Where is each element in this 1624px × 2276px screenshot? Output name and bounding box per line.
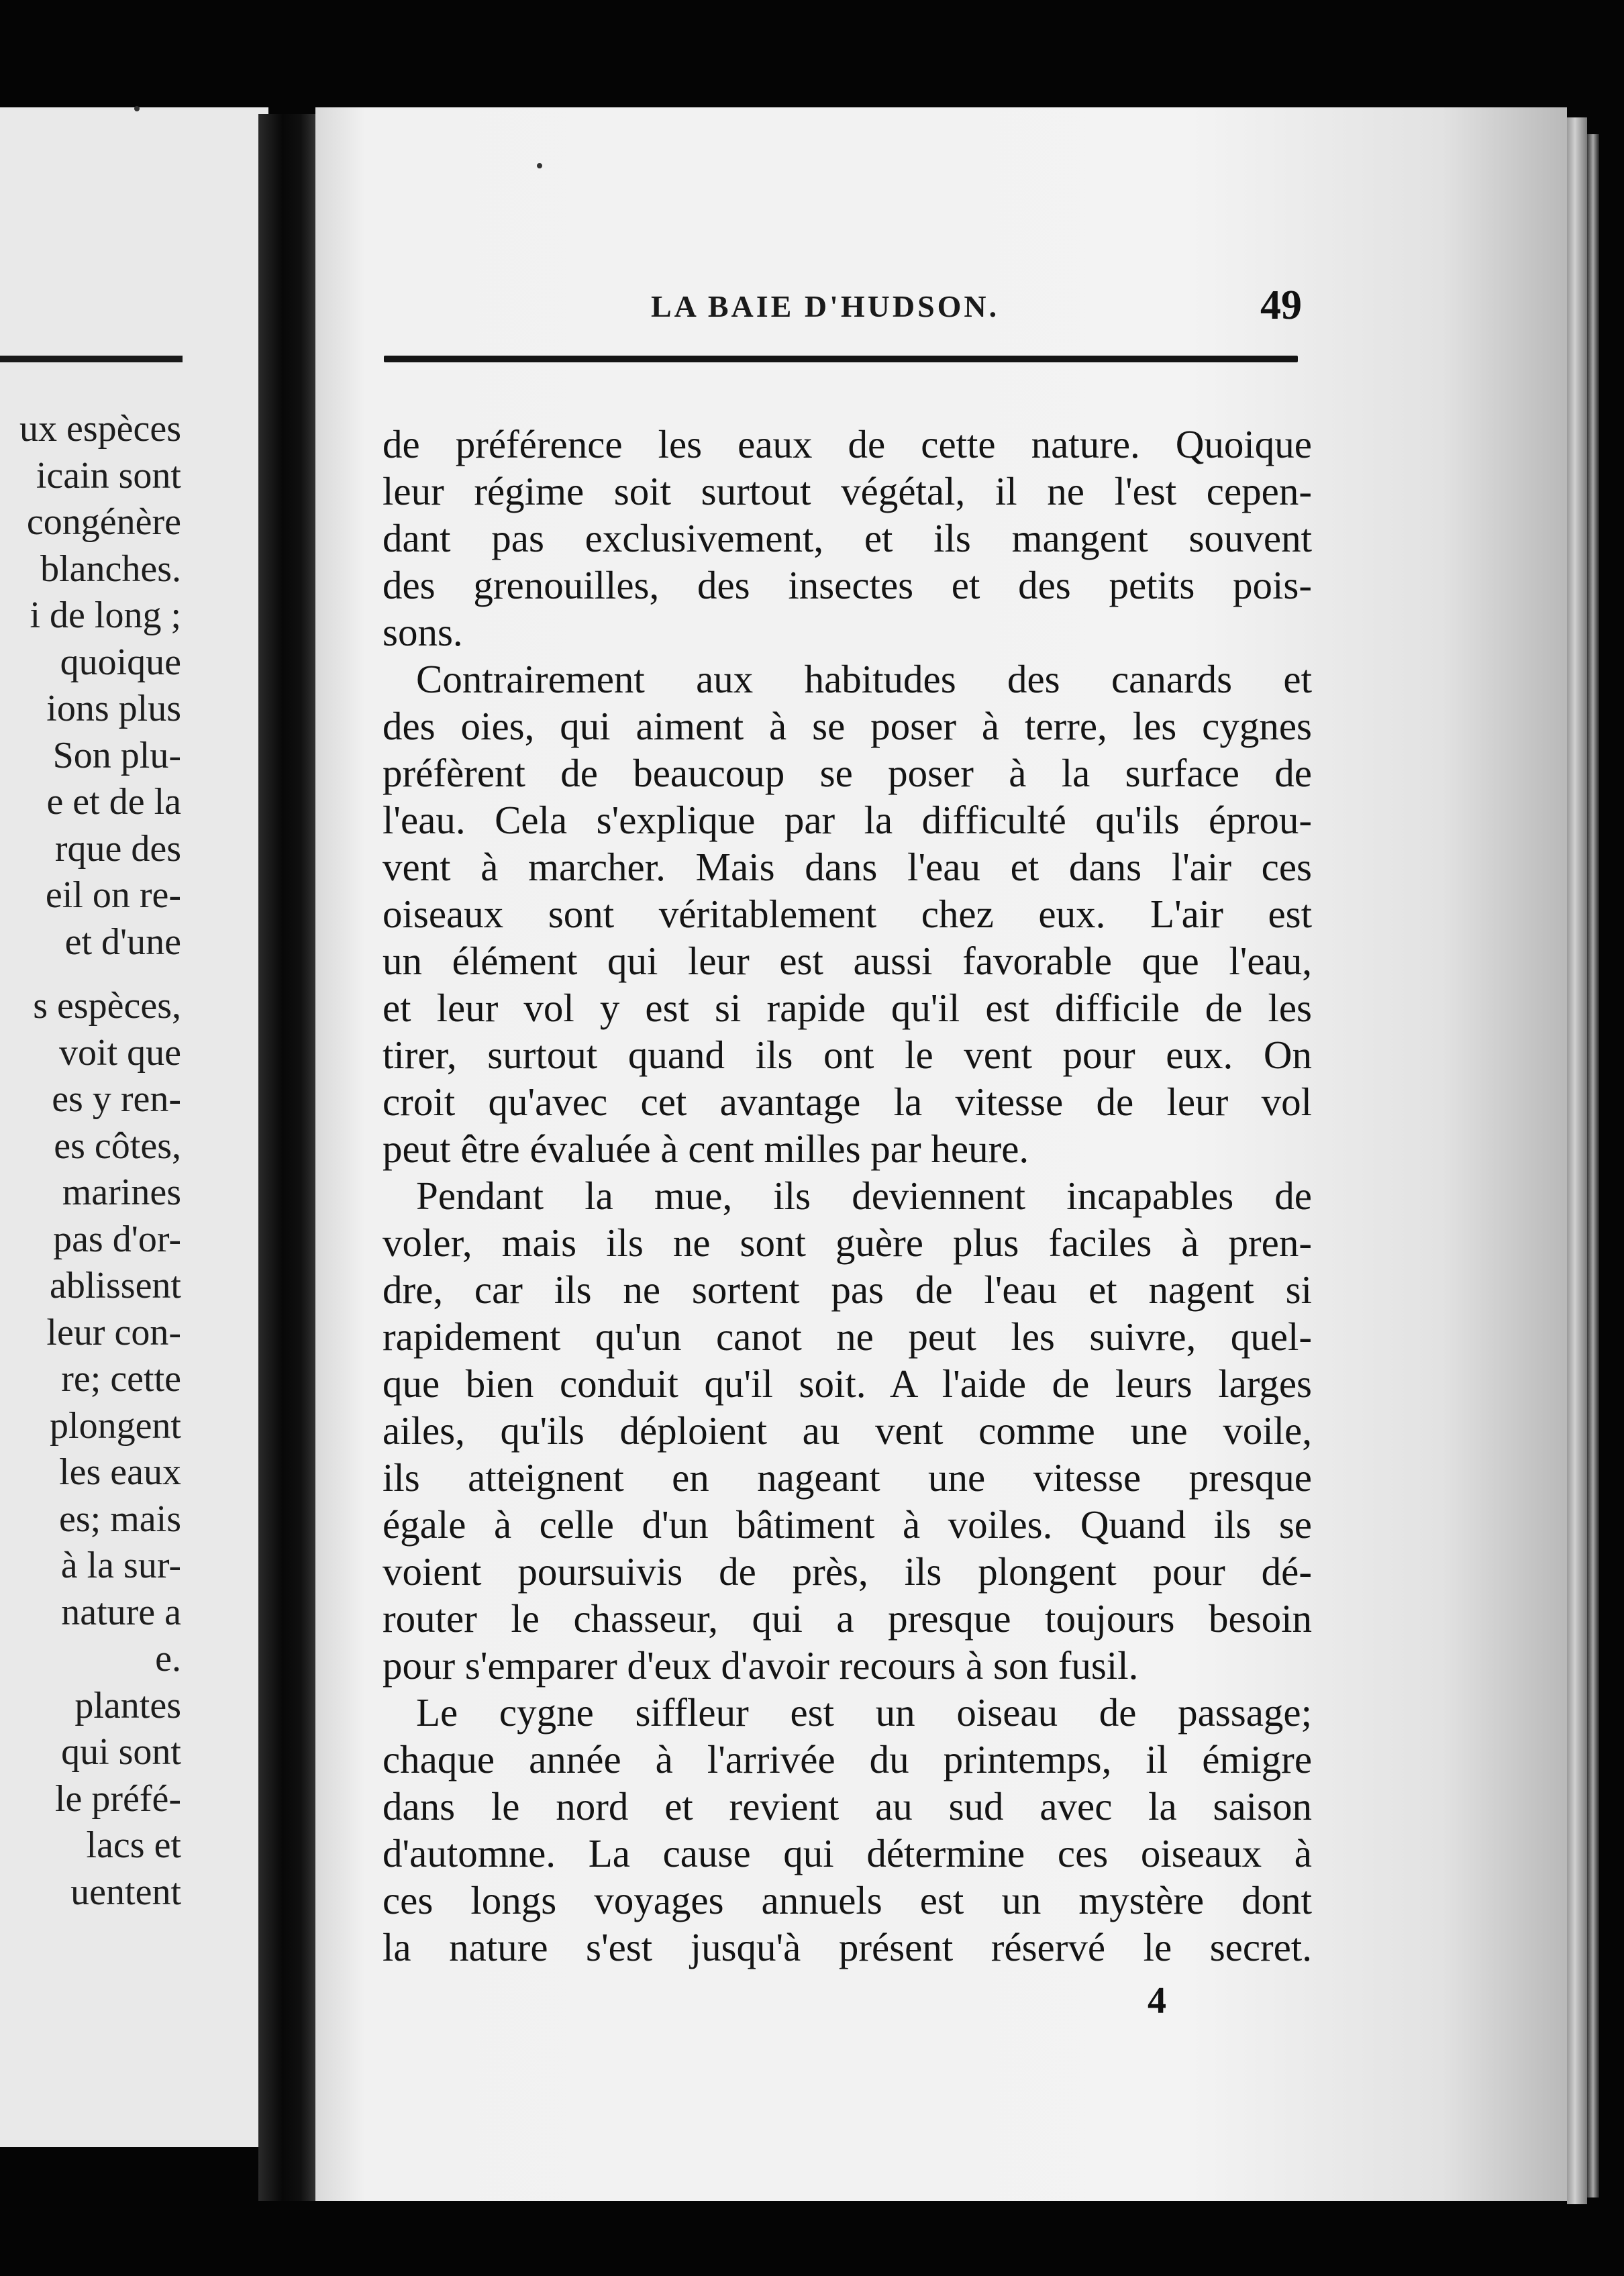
left-page-line: blanches. (40, 548, 181, 590)
text-line: la nature s'est jusqu'à présent réservé le secret. (383, 1925, 1312, 1969)
left-page-line: congénère (26, 501, 181, 543)
body-text (383, 421, 1312, 1971)
left-page-line: es y ren- (52, 1078, 181, 1120)
left-page-line: ions plus (46, 688, 181, 729)
page-number: 49 (1260, 282, 1302, 328)
left-page-line: nature a (61, 1591, 181, 1633)
text-line: Contrairement aux habitudes des canards et (416, 657, 1312, 701)
text-line: des grenouilles, des insectes et des petits pois- (383, 563, 1312, 607)
left-page-line (0, 966, 181, 983)
left-page-line: e et de la (46, 781, 181, 823)
text-line: Pendant la mue, ils deviennent incapables de (416, 1174, 1312, 1218)
left-page-line: plantes (74, 1684, 181, 1726)
page-edge (1567, 117, 1587, 2204)
text-line: vent à marcher. Mais dans l'eau et dans l'air ces (383, 845, 1312, 889)
left-head-rule (0, 356, 183, 362)
text-line: dre, car ils ne sortent pas de l'eau et nagent si (383, 1268, 1312, 1312)
left-page-line: lacs et (86, 1824, 181, 1866)
text-line: égale à celle d'un bâtiment à voiles. Quand ils se (383, 1502, 1312, 1547)
left-page-line: qui sont (61, 1731, 181, 1773)
left-page-line: rque des (54, 827, 181, 870)
left-page-line: quoique (60, 641, 181, 683)
text-line: préfèrent de beaucoup se poser à la surface de (383, 751, 1312, 795)
left-page-fragment (0, 107, 268, 2147)
signature-mark: 4 (1148, 1980, 1166, 2022)
text-line: sons. (383, 610, 463, 654)
text-line: dans le nord et revient au sud avec la saison (383, 1784, 1312, 1828)
text-line: ils atteignent en nageant une vitesse presque (383, 1455, 1312, 1500)
text-line: voient poursuivis de près, ils plongent pour dé- (383, 1549, 1312, 1594)
left-page-line: uentent (70, 1871, 181, 1913)
text-line: des oies, qui aiment à se poser à terre, les cygnes (383, 704, 1312, 748)
text-line: voler, mais ils ne sont guère plus faciles à pren- (383, 1221, 1312, 1265)
left-page-line: à la sur- (60, 1545, 181, 1586)
left-page-line: leur con- (46, 1311, 181, 1353)
left-page-line: le préfé- (54, 1777, 181, 1820)
text-line: router le chasseur, qui a presque toujours besoin (383, 1596, 1312, 1641)
text-line: rapidement qu'un canot ne peut les suivre, quel- (383, 1314, 1312, 1359)
left-page-line: i de long ; (30, 594, 181, 636)
running-head (383, 282, 1302, 335)
text-line: Le cygne siffleur est un oiseau de passage; (416, 1690, 1312, 1735)
left-page-line: marines (62, 1172, 181, 1213)
left-page-line: voit que (59, 1031, 181, 1074)
left-page-line: pas d'or- (53, 1218, 181, 1260)
text-line: dant pas exclusivement, et ils mangent souvent (383, 516, 1312, 560)
text-line: leur régime soit surtout végétal, il ne l'est cepen- (383, 469, 1312, 513)
text-line: pour s'emparer d'eux d'avoir recours à son fusil. (383, 1643, 1139, 1688)
left-page-line: es; mais (59, 1498, 181, 1540)
text-line: un élément qui leur est aussi favorable que l'eau, (383, 939, 1312, 983)
text-line: l'eau. Cela s'explique par la difficulté qu'ils éprou- (383, 798, 1312, 842)
text-line: oiseaux sont véritablement chez eux. L'air est (383, 892, 1312, 936)
left-page-line: les eaux (59, 1451, 181, 1493)
text-line: que bien conduit qu'il soit. A l'aide de leurs larges (383, 1361, 1312, 1406)
left-page-line: s espèces, (33, 985, 181, 1027)
text-line: ces longs voyages annuels est un mystère dont (383, 1878, 1312, 1922)
text-line: peut être évaluée à cent milles par heure. (383, 1127, 1029, 1171)
text-line: et leur vol y est si rapide qu'il est difficile de les (383, 986, 1312, 1030)
left-page-line: Son plu- (52, 734, 181, 776)
text-line: croit qu'avec cet avantage la vitesse de leur vol (383, 1080, 1312, 1124)
running-title: LA BAIE D'HUDSON. (651, 289, 1000, 323)
ink-speck (537, 163, 542, 168)
text-line: chaque année à l'arrivée du printemps, il émigre (383, 1737, 1312, 1781)
text-line: de préférence les eaux de cette nature. Quoique (383, 422, 1312, 466)
text-line: ailes, qu'ils déploient au vent comme une voile, (383, 1408, 1312, 1453)
head-rule (384, 356, 1298, 362)
ink-speck (134, 106, 140, 111)
left-page-line: et d'une (64, 921, 181, 963)
left-page-line: plongent (50, 1404, 181, 1447)
book-gutter (258, 114, 319, 2201)
left-page-line: icain sont (36, 454, 181, 497)
left-page-text (0, 406, 181, 1916)
page-edge-stack (1587, 134, 1599, 2197)
left-page-line: ablissent (50, 1265, 181, 1306)
text-line: tirer, surtout quand ils ont le vent pour eux. On (383, 1033, 1312, 1077)
left-page-line: eil on re- (45, 874, 181, 916)
text-line: d'automne. La cause qui détermine ces oiseaux à (383, 1831, 1312, 1875)
left-page-line: ux espèces (19, 408, 181, 450)
left-page-line: e. (155, 1638, 181, 1679)
left-page-line: es côtes, (54, 1125, 181, 1167)
left-page-line: re; cette (61, 1358, 181, 1400)
